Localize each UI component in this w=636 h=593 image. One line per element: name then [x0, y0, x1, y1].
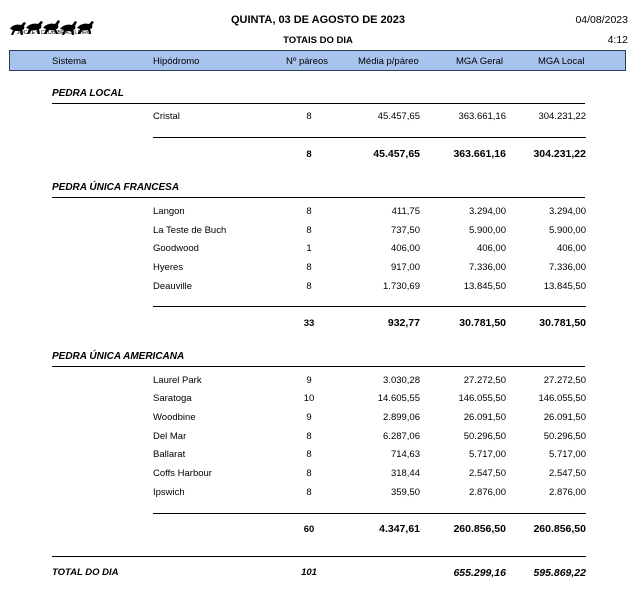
grand-total-label: TOTAL DO DIA	[52, 567, 119, 578]
cell-pareos: 8	[306, 206, 312, 217]
cell-media: 411,75	[391, 206, 420, 217]
col-hipodromo: Hipódromo	[153, 56, 200, 67]
total-mga-geral: 30.781,50	[459, 317, 506, 329]
cell-media: 3.030,28	[383, 375, 420, 386]
cell-pareos: 8	[306, 225, 312, 236]
cell-mga-local: 2.876,00	[549, 487, 586, 498]
cell-pareos: 8	[306, 449, 312, 460]
cell-hipodromo: Ballarat	[153, 449, 186, 460]
cell-media: 737,50	[390, 225, 420, 236]
cell-media: 1.730,69	[383, 281, 420, 292]
cell-pareos: 9	[306, 375, 312, 386]
cell-mga-geral: 27.272,50	[463, 375, 506, 386]
cell-hipodromo: Laurel Park	[153, 375, 202, 386]
cell-pareos: 8	[306, 468, 312, 479]
cell-media: 14.605,55	[377, 393, 420, 404]
cell-mga-local: 2.547,50	[549, 468, 586, 479]
cell-hipodromo: Woodbine	[153, 412, 196, 423]
cell-mga-geral: 2.547,50	[469, 468, 506, 479]
col-pareos: Nº páreos	[286, 56, 329, 67]
total-mga-local: 260.856,50	[533, 523, 586, 535]
cell-mga-local: 13.845,50	[543, 281, 586, 292]
cell-mga-local: 5.900,00	[549, 225, 586, 236]
cell-hipodromo: Goodwood	[153, 243, 199, 254]
cell-media: 714,63	[390, 449, 420, 460]
cell-media: 406,00	[390, 243, 420, 254]
divider	[52, 556, 586, 557]
cell-mga-local: 146.055,50	[538, 393, 586, 404]
cell-hipodromo: Langon	[153, 206, 185, 217]
total-media: 45.457,65	[373, 148, 420, 160]
cell-mga-local: 26.091,50	[543, 412, 586, 423]
cell-pareos: 8	[306, 431, 312, 442]
cell-hipodromo: Cristal	[153, 111, 180, 122]
divider	[153, 137, 586, 138]
total-pareos: 8	[306, 149, 312, 160]
grand-total-pareos: 101	[301, 567, 317, 578]
cell-mga-geral: 146.055,50	[458, 393, 506, 404]
cell-mga-geral: 26.091,50	[463, 412, 506, 423]
total-mga-geral: 363.661,16	[453, 148, 506, 160]
cell-mga-geral: 3.294,00	[469, 206, 506, 217]
column-header-bar	[9, 50, 626, 71]
cell-mga-local: 3.294,00	[549, 206, 586, 217]
report-title: QUINTA, 03 DE AGOSTO DE 2023	[230, 14, 405, 26]
cell-mga-geral: 13.845,50	[463, 281, 506, 292]
col-sistema: Sistema	[52, 56, 87, 67]
grand-total-mga-geral: 655.299,16	[453, 567, 506, 579]
cell-mga-local: 7.336,00	[549, 262, 586, 273]
total-media: 932,77	[387, 317, 420, 329]
cell-pareos: 8	[306, 262, 312, 273]
cell-mga-geral: 50.296,50	[463, 431, 506, 442]
report-subtitle: TOTAIS DO DIA	[283, 35, 353, 46]
report-time: 4:12	[607, 34, 628, 46]
cell-media: 6.287,06	[383, 431, 420, 442]
divider	[52, 366, 585, 367]
cell-pareos: 9	[306, 412, 312, 423]
cell-mga-geral: 406,00	[476, 243, 506, 254]
group-title: PEDRA ÚNICA AMERICANA	[52, 351, 185, 362]
divider	[153, 513, 586, 514]
cell-media: 359,50	[390, 487, 420, 498]
cell-mga-local: 304.231,22	[538, 111, 586, 122]
cell-mga-geral: 5.717,00	[469, 449, 506, 460]
group-title: PEDRA ÚNICA FRANCESA	[52, 182, 180, 193]
total-pareos: 60	[303, 524, 315, 535]
cell-media: 917,00	[390, 262, 420, 273]
cell-mga-geral: 7.336,00	[469, 262, 506, 273]
cell-media: 2.899,06	[383, 412, 420, 423]
total-media: 4.347,61	[379, 523, 420, 535]
total-pareos: 33	[303, 318, 315, 329]
cell-mga-local: 5.717,00	[549, 449, 586, 460]
total-mga-local: 304.231,22	[533, 148, 586, 160]
cell-hipodromo: Hyeres	[153, 262, 184, 273]
cell-pareos: 8	[306, 281, 312, 292]
cell-mga-local: 50.296,50	[543, 431, 586, 442]
report-date: 04/08/2023	[575, 14, 628, 26]
grand-total-mga-local: 595.869,22	[533, 567, 586, 579]
cell-hipodromo: Ipswich	[153, 487, 185, 498]
cell-mga-local: 406,00	[556, 243, 586, 254]
cell-pareos: 8	[306, 487, 312, 498]
total-mga-local: 30.781,50	[539, 317, 586, 329]
cell-mga-geral: 5.900,00	[469, 225, 506, 236]
divider	[52, 103, 585, 104]
col-media: Média p/páreo	[358, 56, 419, 67]
divider	[52, 197, 585, 198]
divider	[153, 306, 586, 307]
cell-hipodromo: Deauville	[153, 281, 193, 292]
cell-mga-local: 27.272,50	[543, 375, 586, 386]
cell-mga-geral: 2.876,00	[469, 487, 506, 498]
logo-text: JOCKEY CLUB BRASILEIRO	[16, 30, 92, 36]
cell-hipodromo: La Teste de Buch	[153, 225, 227, 236]
col-mga-local: MGA Local	[538, 56, 585, 67]
cell-pareos: 10	[303, 393, 315, 404]
group-title: PEDRA LOCAL	[52, 88, 124, 99]
cell-pareos: 8	[306, 111, 312, 122]
cell-media: 45.457,65	[377, 111, 420, 122]
cell-hipodromo: Coffs Harbour	[153, 468, 212, 479]
cell-media: 318,44	[390, 468, 420, 479]
cell-mga-geral: 363.661,16	[458, 111, 506, 122]
cell-pareos: 1	[306, 243, 312, 254]
col-mga-geral: MGA Geral	[456, 56, 503, 67]
cell-hipodromo: Del Mar	[153, 431, 187, 442]
total-mga-geral: 260.856,50	[453, 523, 506, 535]
cell-hipodromo: Saratoga	[153, 393, 192, 404]
